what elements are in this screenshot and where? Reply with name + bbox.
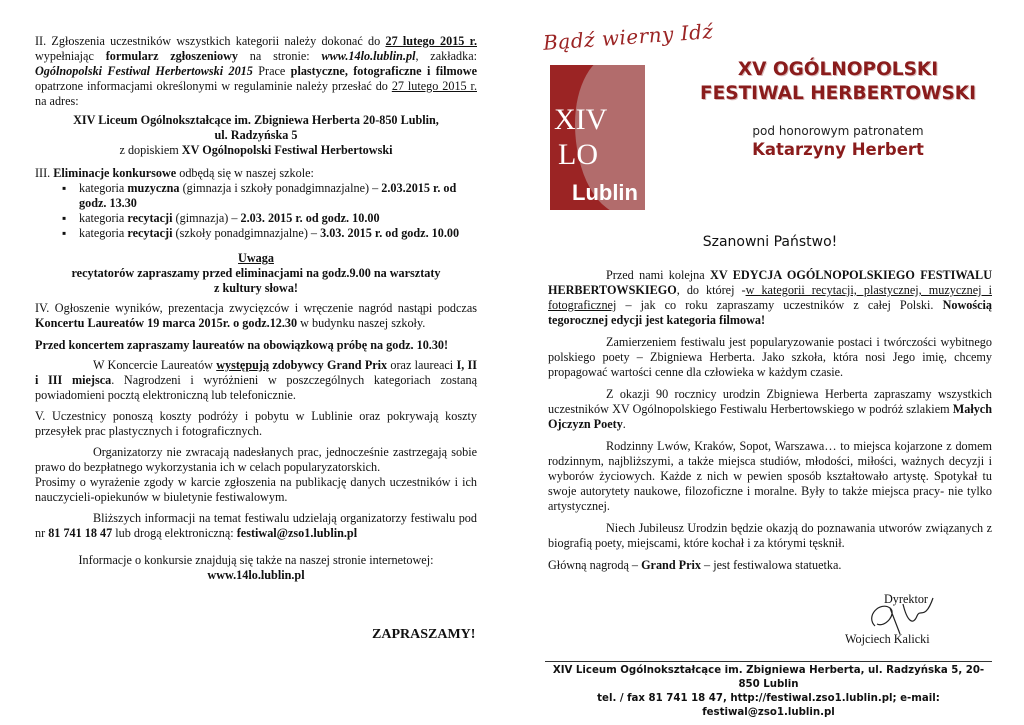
list-item: ▪ kategoria recytacji (szkoły ponadgimnazjalne) – 3.03. 2015 r. od godz. 10.00 (79, 226, 477, 241)
director-title: Dyrektor (884, 592, 928, 606)
section-iii-intro: III. Eliminacje konkursowe odbędą się w naszej szkole: (35, 166, 314, 180)
organizers-paragraph-2: Prosimy o wyrażenie zgody w karcie zgłoszenia na publikację danych uczestników i ich nauczycieli-opiekunów w biuletynie festiwalowym. (35, 475, 477, 504)
patronage-label: pod honorowym patronatem (752, 124, 924, 138)
section-iv: IV. Ogłoszenie wyników, prezentacja zwycięzców i wręczenie nagród nastąpi podczas Koncertu Laureatów 19 marca 2015r. o godz.12.30 w budynku naszej szkoły. (35, 301, 477, 330)
uwaga-title: Uwaga (238, 251, 274, 265)
footer-divider (545, 661, 992, 662)
website-url[interactable]: www.14lo.lublin.pl (207, 568, 305, 582)
school-logo: XIV LO Lublin (550, 65, 645, 210)
festival-title: XV OGÓLNOPOLSKI FESTIWAL HERBERTOWSKI (699, 59, 977, 104)
eliminations-list (35, 181, 477, 241)
uwaga-line-2: z kultury słowa! (214, 281, 298, 295)
patron-name: Katarzyny Herbert (752, 140, 924, 159)
contact-paragraph: Bliższych informacji na temat festiwalu udzielają organizatorzy festiwalu pod nr 81 741 18 47 lub drogą elektroniczną: festiwal@zso1.lublin.pl (35, 511, 477, 540)
letter-paragraph-1: Przed nami kolejna XV EDYCJA OGÓLNOPOLSKIEGO FESTIWALU HERBERTOWSKIEGO, do której -w kategorii recytacji, plastycznej, muzycznej i fotograficznej – jak co roku zapraszamy uczestników z całej Polski. Nowością tegorocznej edycji jest kategoria filmowa! (548, 268, 992, 327)
uwaga-line-1: recytatorów zapraszamy przed eliminacjami na godz.9.00 na warsztaty (71, 266, 441, 280)
director-name: Wojciech Kalicki (845, 632, 930, 646)
email-link[interactable]: festiwal@zso1.lublin.pl (236, 526, 358, 540)
organizers-paragraph-1: Organizatorzy nie zwracają nadesłanych prac, jednocześnie zastrzegają sobie prawo do bezpłatnego wykorzystania ich w celach popularyzatorskich. (35, 445, 477, 474)
website-info: Informacje o konkursie znajdują się także na naszej stronie internetowej: (78, 553, 434, 567)
letter-paragraph-6: Główną nagrodą – Grand Prix – jest festiwalowa statuetka. (548, 558, 842, 572)
letter-paragraph-3: Z okazji 90 rocznicy urodzin Zbigniewa Herberta zapraszamy wszystkich uczestników XV Ogólnopolskiego Festiwalu Herbertowskiego w podróż szlakiem Małych Ojczyzn Poety. (548, 387, 992, 431)
list-item: ▪ kategoria recytacji (gimnazja) – 2.03. 2015 r. od godz. 10.00 (79, 211, 477, 226)
website-link[interactable]: www.14lo.lublin.pl (321, 49, 416, 63)
deadline-date: 27 lutego 2015 r. (385, 34, 477, 48)
left-column (35, 34, 477, 583)
letter-body (548, 268, 992, 573)
letter-paragraph-2: Zamierzeniem festiwalu jest popularyzowanie postaci i twórczości wybitnego polskiego poety – Zbigniewa Herberta. Jako szkoła, która nosi Jego imię, chcemy propagować wartości cenne dla człowieka w każdym czasie. (548, 335, 992, 379)
motto-script: Bądź wierny Idź (542, 19, 715, 55)
letter-paragraph-4: Rodzinny Lwów, Kraków, Sopot, Warszawa… to miejsca kojarzone z domem rodzinnym, najbliższymi, a także miejsca studiów, młodości, miłości, ważnych decyzji i wyborów życiowych. Każde z nich w pewien sposób kształtowało artystę. Spotykał tu swoje autorytety naukowe, filozoficzne i moralne. Były to także miejsca pracy- nie tylko artystycznej. (548, 439, 992, 513)
rehearsal-notice: Przed koncertem zapraszamy laureatów na obowiązkową próbę na godz. 10.30! (35, 338, 449, 352)
list-item: ▪ kategoria muzyczna (gimnazja i szkoły ponadgimnazjalne) – 2.03.2015 r. od godz. 13.30 (79, 181, 477, 211)
footer: XIV Liceum Ogólnokształcące im. Zbigniewa Herberta, ul. Radzyńska 5, 20-850 Lublin tel. / fax 81 741 18 47, http://festiwal.zso1.lublin.pl; e-mail: festiwal@zso1.lublin.pl (552, 665, 985, 718)
address-line-1: XIV Liceum Ogólnokształcące im. Zbigniewa Herberta 20-850 Lublin, (73, 113, 439, 127)
letter-paragraph-5: Niech Jubileusz Urodzin będzie okazją do poznawania utworów związanych z biografią poety, miejscami, które kochał i za którymi tęsknił. (548, 521, 992, 550)
zapraszamy-heading: ZAPRASZAMY! (372, 627, 476, 642)
concert-paragraph: W Koncercie Laureatów występują zdobywcy Grand Prix oraz laureaci I, II i III miejsca. Nagrodzeni i wyróżnieni w poszczególnych kategoriach zostaną powiadomieni pocztą elektroniczną lub telefonicznie. (35, 358, 477, 402)
section-ii: II. Zgłoszenia uczestników wszystkich kategorii należy dokonać do 27 lutego 2015 r. wypełniając formularz zgłoszeniowy na stronie: www.14lo.lublin.pl, zakładka: Ogólnopolski Festiwal Herbertowski 2015 Prace plastyczne, fotograficzne i filmowe opatrzone informacjami określonymi w regulaminie należy przesłać do 27 lutego 2015 r. na adres: (35, 34, 478, 108)
greeting: Szanowni Państwo! (702, 234, 838, 250)
address-line-3: z dopiskiem XV Ogólnopolski Festiwal Herbertowski (119, 143, 393, 157)
address-line-2: ul. Radzyńska 5 (214, 128, 298, 142)
section-v: V. Uczestnicy ponoszą koszty podróży i pobytu w Lublinie oraz pokrywają koszty przesyłek prac plastycznych i fotograficznych. (35, 409, 477, 438)
